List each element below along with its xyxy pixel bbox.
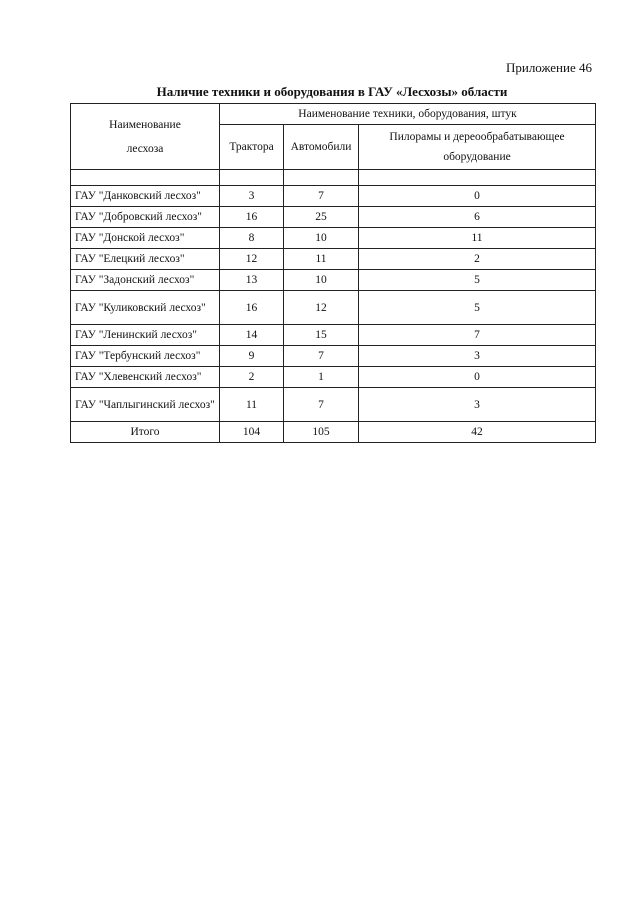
cell-tractors: 12 (220, 249, 284, 270)
cell-name: ГАУ "Задонский лесхоз" (71, 270, 220, 291)
cell-sawmills: 6 (359, 207, 596, 228)
cell-sawmills: 0 (359, 367, 596, 388)
header-group: Наименование техники, оборудования, штук (220, 104, 596, 125)
cell-sawmills: 7 (359, 325, 596, 346)
cell-name: ГАУ "Елецкий лесхоз" (71, 249, 220, 270)
cell-cars: 12 (284, 291, 359, 325)
cell-name: ГАУ "Ленинский лесхоз" (71, 325, 220, 346)
table-row (71, 346, 596, 367)
equipment-table (70, 103, 596, 443)
header-cars: Автомобили (284, 125, 359, 170)
cell-cars: 1 (284, 367, 359, 388)
cell-tractors: 16 (220, 207, 284, 228)
table-row (71, 367, 596, 388)
cell-cars: 7 (284, 388, 359, 422)
blank-cell (284, 170, 359, 186)
header-name-line2: лесхоза (126, 142, 164, 155)
cell-name: ГАУ "Донской лесхоз" (71, 228, 220, 249)
cell-sawmills: 3 (359, 346, 596, 367)
table-blank-row (71, 170, 596, 186)
blank-cell (359, 170, 596, 186)
cell-total-cars: 105 (284, 422, 359, 443)
cell-name: ГАУ "Данковский лесхоз" (71, 186, 220, 207)
cell-tractors: 11 (220, 388, 284, 422)
header-name-column (71, 104, 220, 170)
cell-name: ГАУ "Добровский лесхоз" (71, 207, 220, 228)
cell-cars: 10 (284, 270, 359, 291)
cell-sawmills: 3 (359, 388, 596, 422)
table-row (71, 291, 596, 325)
table-total-row (71, 422, 596, 443)
cell-cars: 7 (284, 346, 359, 367)
table-row (71, 388, 596, 422)
cell-name: ГАУ "Куликовский лесхоз" (71, 291, 220, 325)
appendix-label: Приложение 46 (505, 60, 592, 75)
cell-sawmills: 2 (359, 249, 596, 270)
cell-cars: 10 (284, 228, 359, 249)
cell-sawmills: 11 (359, 228, 596, 249)
table-row (71, 228, 596, 249)
cell-name: ГАУ "Чаплыгинский лесхоз" (71, 388, 220, 422)
blank-cell (71, 170, 220, 186)
cell-cars: 15 (284, 325, 359, 346)
blank-cell (220, 170, 284, 186)
cell-cars: 11 (284, 249, 359, 270)
header-name-line1: Наименование (109, 118, 181, 131)
document-title: Наличие техники и оборудования в ГАУ «Лесхозы» области (156, 84, 508, 99)
cell-total-label: Итого (71, 422, 220, 443)
cell-tractors: 13 (220, 270, 284, 291)
table-row (71, 249, 596, 270)
header-sawmills: Пилорамы и дереообрабатывающее оборудование (359, 125, 596, 170)
cell-tractors: 16 (220, 291, 284, 325)
table-row (71, 207, 596, 228)
header-tractors: Трактора (220, 125, 284, 170)
cell-tractors: 8 (220, 228, 284, 249)
cell-name: ГАУ "Тербунский лесхоз" (71, 346, 220, 367)
cell-total-tractors: 104 (220, 422, 284, 443)
table-row (71, 186, 596, 207)
cell-sawmills: 5 (359, 291, 596, 325)
cell-cars: 25 (284, 207, 359, 228)
cell-total-sawmills: 42 (359, 422, 596, 443)
cell-tractors: 9 (220, 346, 284, 367)
table-header-row (71, 104, 596, 125)
table-row (71, 270, 596, 291)
cell-sawmills: 0 (359, 186, 596, 207)
cell-cars: 7 (284, 186, 359, 207)
table-row (71, 325, 596, 346)
cell-tractors: 2 (220, 367, 284, 388)
cell-tractors: 3 (220, 186, 284, 207)
cell-tractors: 14 (220, 325, 284, 346)
cell-name: ГАУ "Хлевенский лесхоз" (71, 367, 220, 388)
cell-sawmills: 5 (359, 270, 596, 291)
